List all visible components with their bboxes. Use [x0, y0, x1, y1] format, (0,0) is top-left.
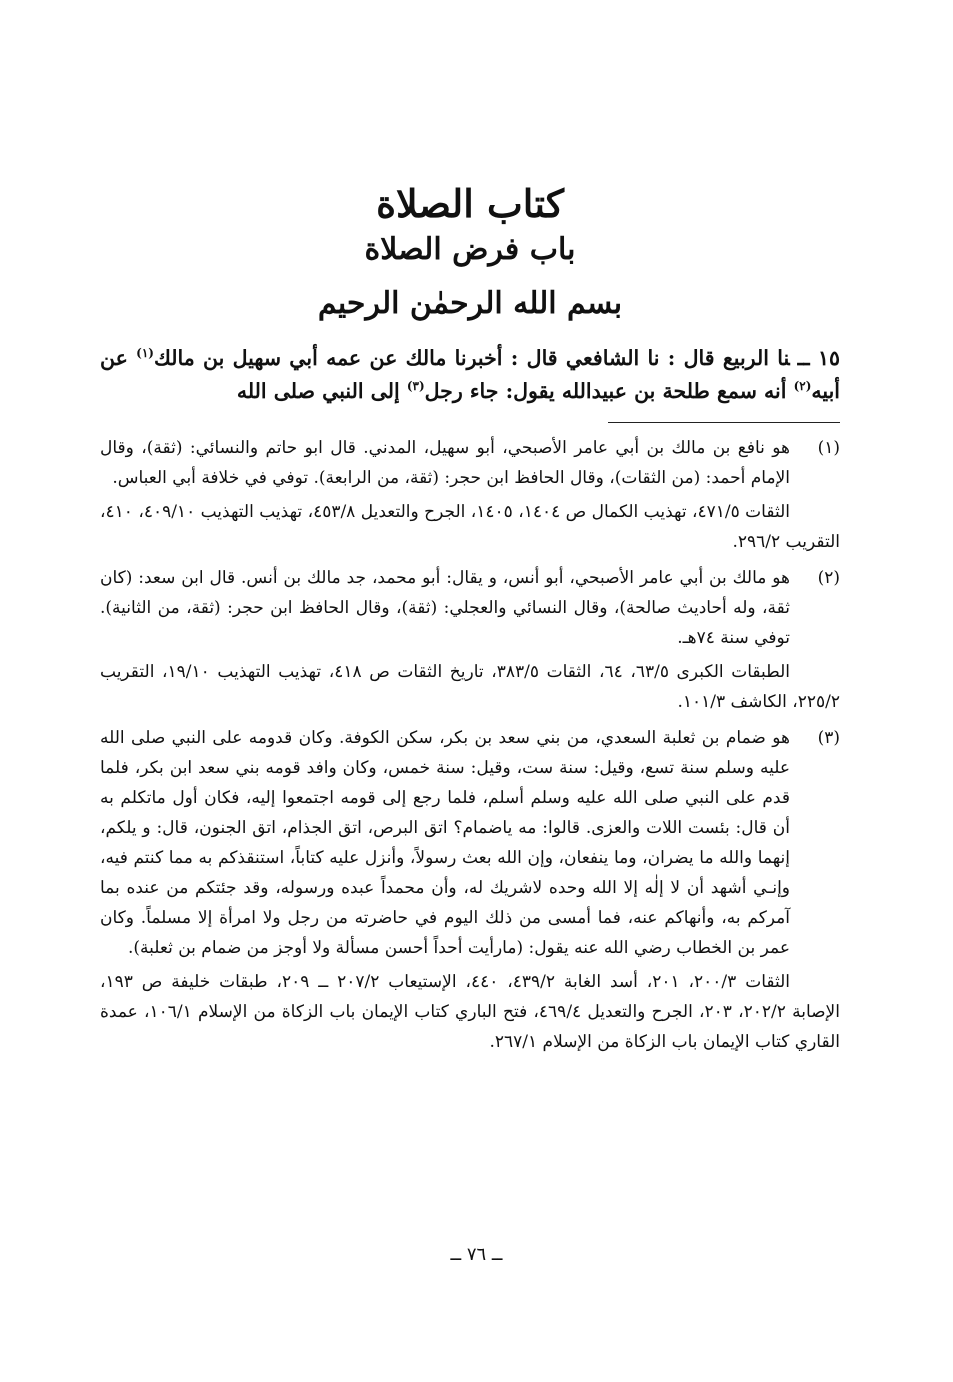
footnote-body	[100, 433, 840, 561]
footnote-references: الثقات ٤٧١/٥، تهذيب الكمال ص ١٤٠٤، ١٤٠٥، الجرح والتعديل ٤٥٣/٨، تهذيب التهذيب ٤٠٩/١٠، ٤١٠، التقريب ٢٩٦/٢.	[100, 502, 840, 552]
chapter-title: باب فرض الصلاة	[364, 232, 576, 267]
hadith-segment: نا الربيع قال : نا الشافعي قال : أخبرنا مالك عن عمه أبي سهيل بن مالك	[153, 346, 790, 370]
footnote-text: هو ضمام بن ثعلبة السعدي، من بني سعد بن بكر، سكن الكوفة. وكان قدومه على النبي صلى الله عليه وسلم سنة تسع، وقيل: سنة ست، وقيل: سنة خمس، وكان وافد قومه بني سعد ابن بكر، فلما قدم على النبي صلى الله عليه وسلم أسلم، فلما رجع إلى قومه اجتمعوا إليه، فكان أول ماتكلم به أن قال: بئست اللات والعزى. قالوا: مه ياضمام؟ اتق البرص، اتق الجذام، اتق الجنون، قال: و يلكم، إنهما والله ما يضران، وما ينفعان، وإن الله بعث رسولاً، وأنزل عليه كتاباً، استنقذكم به مما كنتم فيه، وإنـي أشهد أن لا إلٰه إلا الله وحده لاشريك له، وأن محمداً عبده ورسوله، وقد جئتكم من عنده بما آمركم به، وأنهاكم عنه، فما أمسى من ذلك اليوم في حاضرته من رجل ولا امرأة إلا مسلماً. وكان عمر بن الخطاب رضي الله عنه يقول: (مارأيت أحداً أحسن مسألة ولا أوجز من ضمام بن ثعلبة).	[100, 728, 790, 958]
footnote	[100, 723, 840, 1061]
hadith-segment: أنه سمع طلحة بن عبيدالله يقول: جاء رجل	[424, 379, 794, 403]
hadith-segment: عن أبيه	[100, 346, 840, 403]
footnote-body	[100, 563, 840, 721]
footnote	[100, 563, 840, 721]
footnote	[100, 433, 840, 561]
footnote-ref: (٢)	[793, 379, 812, 394]
footnote-references: الطبقات الكبرى ٦٣/٥، ٦٤، الثقات ٣٨٣/٥، تاريخ الثقات ص ٤١٨، تهذيب التهذيب ١٩/١٠، التقريب ٢٢٥/٢، الكاشف ١٠١/٣.	[100, 662, 840, 712]
page-content	[100, 180, 840, 1063]
footnote-number: (٣)	[817, 728, 840, 748]
book-title: كتاب الصلاة	[376, 181, 564, 226]
footnote-body	[100, 723, 840, 1061]
hadith-segment: إلى النبي صلى الله	[236, 379, 407, 403]
footnote-ref: (٣)	[406, 379, 425, 394]
basmala: بسم الله الرحمٰن الرحيم	[317, 286, 623, 321]
footnote-text: هو نافع بن مالك بن أبي عامر الأصبحي، أبو سهيل، المدني. قال ابو حاتم والنسائي: (ثقة)، وقال الإمام أحمد: (من الثقات)، وقال الحافظ ابن حجر: (ثقة، من الرابعة). توفي في خلافة أبي العباس.	[100, 438, 790, 488]
hadith-text	[100, 342, 840, 408]
footnote-text: هو مالك بن أبي عامر الأصبحي، أبو أنس، و يقال: أبو محمد، جد مالك بن أنس. قال ابن سعد: (كان ثقة، وله أحاديث صالحة)، وقال النسائي والعجلي: (ثقة)، وقال الحافظ ابن حجر: (ثقة، من الثانية). توفي سنة ٧٤هـ.	[100, 568, 790, 648]
footnote-separator	[608, 422, 840, 423]
footnote-number: (٢)	[817, 568, 840, 588]
footnote-number: (١)	[817, 438, 840, 458]
page-number: ــ ٧٦ ــ	[450, 1244, 503, 1265]
footnote-references: الثقات ٢٠٠/٣، ٢٠١، أسد الغابة ٤٣٩/٢، ٤٤٠، الإستيعاب ٢٠٧/٢ ــ ٢٠٩، طبقات خليفة ص ١٩٣، الإصابة ٢٠٢/٢، ٢٠٣، الجرح والتعديل ٤٦٩/٤، فتح الباري كتاب الإيمان باب الزكاة من الإسلام ١٠٦/١، عمدة القاري كتاب الإيمان باب الزكاة من الإسلام ٢٦٧/١.	[100, 972, 840, 1052]
hadith-number: ١٥ ــ	[797, 346, 841, 370]
footnote-ref: (١)	[136, 346, 154, 361]
